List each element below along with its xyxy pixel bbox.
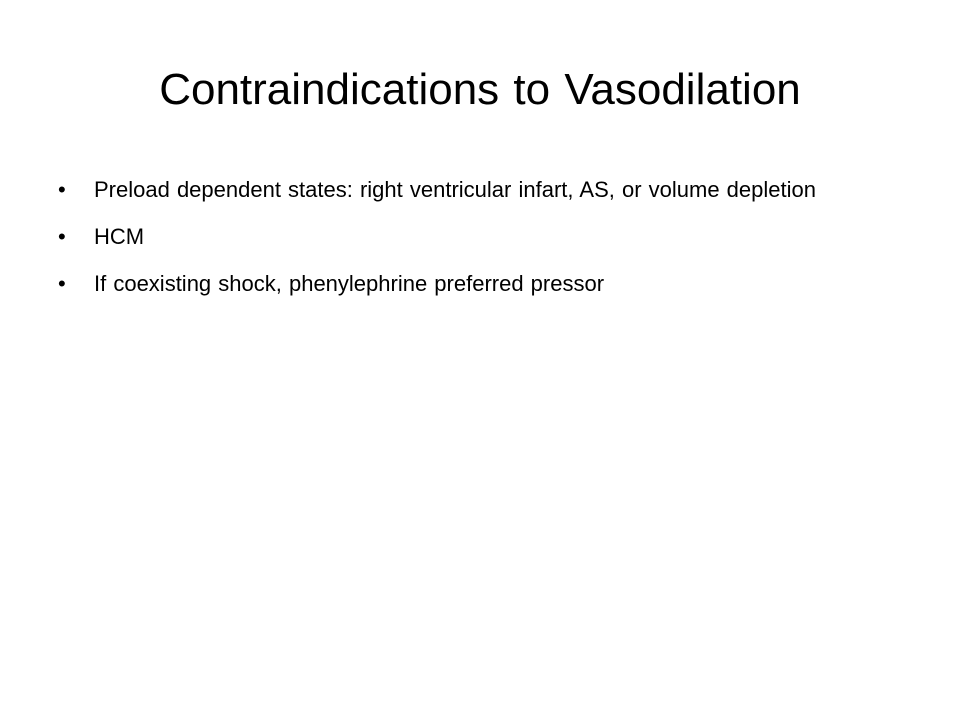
bullet-text: Preload dependent states: right ventricular infart, AS, or volume depletion <box>94 177 816 202</box>
bullet-icon: • <box>58 271 66 296</box>
bullet-text: HCM <box>94 224 145 249</box>
slide-title: Contraindications to Vasodilation <box>159 65 801 114</box>
bullet-item-shock <box>58 268 908 299</box>
bullet-icon: • <box>58 177 66 202</box>
bullet-icon: • <box>58 224 66 249</box>
bullet-text: If coexisting shock, phenylephrine preferred pressor <box>94 271 605 296</box>
bullet-item-hcm <box>58 221 908 252</box>
bullet-item-preload <box>58 174 908 205</box>
bullet-list <box>58 174 908 315</box>
